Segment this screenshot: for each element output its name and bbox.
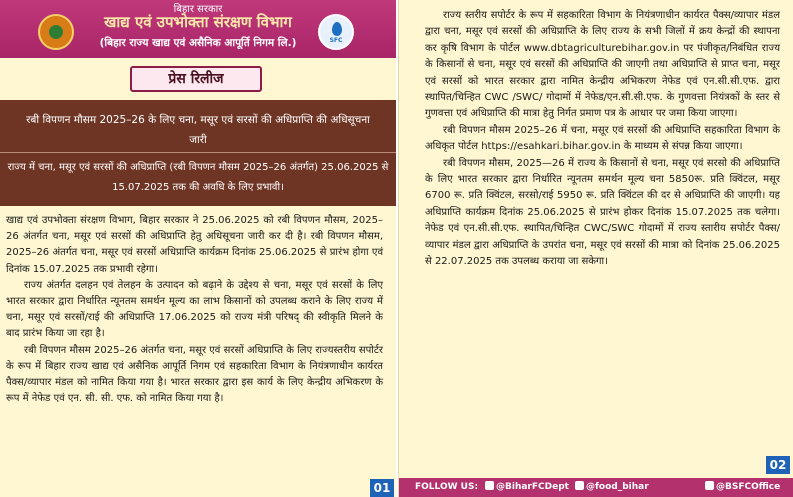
social-footer	[399, 478, 793, 497]
headline: रबी विपणन मौसम 2025–26 के लिए चना, मसूर एवं सरसों की अधिप्राप्ति की अधिसूचना जारी	[26, 114, 370, 146]
header-department-title: खाद्य एवं उपभोक्ता संरक्षण विभाग	[104, 13, 292, 31]
instagram-icon	[705, 481, 714, 490]
page-number: 01	[370, 479, 394, 497]
paragraph: रबी विपणन मौसम 2025–26 में चना, मसूर एवं सरसों की अधिप्राप्ति सहकारिता विभाग के अधिकृत पोर्टल https://esahkari.bihar.gov.in के माध्यम से संपन्न किया जाएगा।	[425, 124, 780, 153]
page-1	[0, 0, 396, 497]
paragraph: रबी विपणन मौसम, 2025—26 में राज्य के किसानों से चना, मसूर एवं सरसो की अधिप्राप्ति के लिए भारत सरकार द्वारा निर्धारित न्यूनतम समर्थन मूल्य चना 5850रू. प्रति क्विंटल, मसूर 6700 रू. प्रति क्विंटल, सरसो/राई 5950 रू. प्रति क्विंटल की दर से अधिप्राप्ति की जाएगी। यह अधिप्राप्ति कार्यक्रम दिनांक 25.06.2025 से प्रारंभ होकर दिनांक 15.07.2025 तक चलेगा। नेफेड एवं एन.सी.सी.एफ. स्थापित/चिन्हित CWC/SWC गोदामों में राज्य स्तारीय सपोर्टर पैक्स/व्यापार मंडल द्वारा अधिप्राप्ति के उपरांत चना, मसूर एवं सरसों की मात्रा को दिनांक 25.06.2025 से 22.07.2025 तक उपलब्ध कराया जा सकेगा।	[425, 157, 780, 268]
press-release-badge: प्रेस रिलीज	[130, 66, 262, 92]
x-handle[interactable]: @food_bihar	[575, 478, 649, 497]
subheadline: राज्य में चना, मसूर एवं सरसों की अधिप्राप्ति (रबी विपणन मौसम 2025–26 अंतर्गत) 25.06.2025 से 15.07.2025 तक की अवधि के लिए प्रभावी।	[7, 162, 389, 193]
x-icon	[575, 481, 584, 490]
header-government: बिहार सरकार	[173, 4, 223, 15]
facebook-handle[interactable]: @BiharFCDept	[485, 478, 569, 497]
bsfc-handle[interactable]: @BSFCOffice	[705, 478, 780, 497]
sfc-logo-icon	[318, 14, 354, 50]
page1-body	[6, 213, 383, 407]
headline-box	[0, 100, 396, 206]
page2-body	[425, 8, 780, 271]
page-number: 02	[766, 456, 790, 474]
paragraph: राज्य स्तरीय सपोर्टर के रूप में सहकारिता विभाग के नियंत्रणाधीन कार्यरत पैक्स/व्यापार मंडल द्वारा चना, मसूर एवं सरसों की अधिप्राप्ति के लिए राज्य के सभी जिलों में क्रय केन्द्रों की स्थापना कर कृषि विभाग के पोर्टल www.dbtagriculturebihar.gov.in पर पंजीकृत/निबंधित राज्य के किसानों से चना, मसूर एवं सरसों की अधिप्राप्ति की जाएगी तथा अधिप्राप्ति से प्राप्त चना, मसूर एवं सरसों को भारत सरकार द्वारा नामित केन्द्रीय अभिकरण नेफेड एवं एन.सी.सी.एफ. द्वारा स्थापित/चिन्हित CWC /SWC/ गोदामों में नेफेड/एन.सी.सी.एफ. के गुणवत्ता नियंत्रकों के स्तर से गुणवत्ता एवं अधिप्राप्ति की मात्रा हेतु निर्गत प्रमाण पत्र के आधार पर जमा किया जाएगा।	[425, 10, 780, 120]
paragraph: रबी विपणन मौसम 2025–26 अंतर्गत चना, मसूर एवं सरसों अधिप्राप्ति के लिए राज्यस्तरीय सपोर्टर के रूप में बिहार राज्य खाद्य एवं असैनिक आपूर्ति निगम एवं सहकारिता विभाग के नियंत्रणाधीन कार्यरत पैक्स/व्यापार मंडल को नामित किया गया है। भारत सरकार द्वारा इस कार्य के लिए केन्द्रीय अभिकरण के रूप में नेफेड एवं एन. सी. सी. एफ. को नामित किया गया है।	[6, 344, 383, 405]
paragraph: राज्य अंतर्गत दलहन एवं तेलहन के उत्पादन को बढ़ाने के उद्देश्य से चना, मसूर एवं सरसों के लिए भारत सरकार द्वारा निर्धारित न्यूनतम समर्थन मूल्य का लाभ किसानों को उपलब्ध कराने के लिए राज्य में चना, मसूर एवं सरसों/राई की अधिप्राप्ति 17.06.2025 को राज्य मंत्री परिषद् की स्वीकृति मिलने के बाद प्रारंभ किया जा रहा है।	[6, 279, 383, 340]
facebook-icon	[485, 481, 494, 490]
sfc-logo-text: SFC	[329, 37, 343, 44]
follow-us-label: FOLLOW US:	[415, 482, 479, 492]
paragraph: खाद्य एवं उपभोक्ता संरक्षण विभाग, बिहार सरकार ने 25.06.2025 को रबी विपणन मौसम, 2025–26 अंतर्गत चना, मसूर एवं सरसों की अधिप्राप्ति हेतु अधिसूचना जारी कर दी है। रबी विपणन मौसम, 2025–26 अंतर्गत चना, मसूर एवं सरसों अधिप्राप्ति कार्यक्रम दिनांक 25.06.2025 से प्रारंभ होगा एवं दिनांक 15.07.2025 तक प्रभावी रहेगा।	[6, 215, 383, 275]
header-corporation-subtitle: (बिहार राज्य खाद्य एवं असैनिक आपूर्ति निगम लि.)	[99, 37, 297, 49]
header-banner	[0, 0, 396, 58]
page-2	[398, 0, 793, 497]
headline-divider	[0, 152, 396, 153]
department-emblem-icon	[38, 14, 74, 50]
